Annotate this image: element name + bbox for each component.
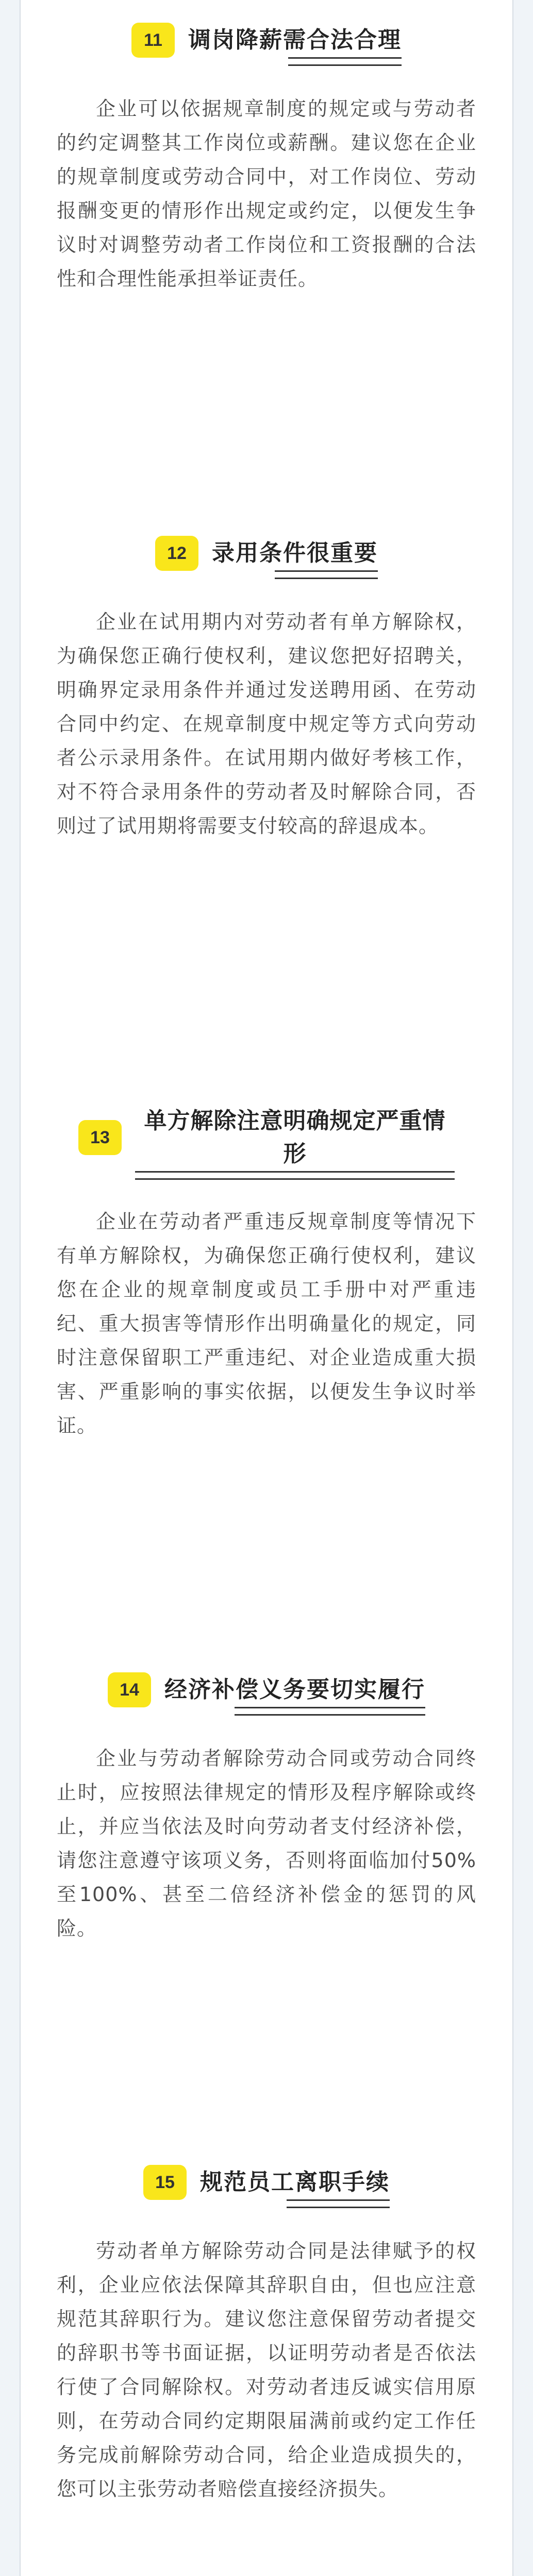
section-title: 规范员工离职手续 — [200, 2169, 390, 2195]
title-double-underline — [135, 1171, 455, 1180]
section-12 — [57, 536, 476, 862]
title-double-underline — [288, 57, 402, 66]
section-body-text: 企业与劳动者解除劳动合同或劳动合同终止时，应按照法律规定的情形及程序解除或终止，并应当依法及时向劳动者支付经济补偿，请您注意遵守该项义务，否则将面临加付50%至100%、甚至二倍经济补偿金的惩罚的风险。 — [57, 1747, 476, 1940]
title-double-underline — [275, 570, 378, 579]
section-11 — [57, 23, 476, 315]
section-13 — [57, 1105, 476, 1462]
section-number-badge: 11 — [131, 23, 175, 58]
title-double-underline — [235, 1707, 425, 1716]
section-body-text: 企业可以依据规章制度的规定或与劳动者的约定调整其工作岗位或薪酬。建议您在企业的规章制度或劳动合同中，对工作岗位、劳动报酬变更的情形作出规定或约定，以便发生争议时对调整劳动者工作岗位和工资报酬的合法性和合理性能承担举证责任。 — [57, 97, 476, 290]
section-number-badge: 12 — [155, 536, 198, 571]
left-border-panel — [0, 0, 21, 2576]
section-14 — [57, 1672, 476, 1965]
section-heading — [57, 2165, 476, 2200]
section-title: 调岗降薪需合法合理 — [188, 27, 402, 53]
section-body-text: 企业在劳动者严重违反规章制度等情况下有单方解除权，为确保您正确行使权利，建议您在企业的规章制度或员工手册中对严重违纪、重大损害等情形作出明确量化的规定，同时注意保留职工严重违纪、对企业造成重大损害、严重影响的事实依据，以便发生争议时举证。 — [57, 1210, 476, 1437]
section-15 — [57, 2165, 476, 2526]
section-title: 录用条件很重要 — [212, 540, 378, 566]
section-heading — [57, 23, 476, 58]
section-number-badge: 13 — [78, 1120, 122, 1155]
section-body-text: 劳动者单方解除劳动合同是法律赋予的权利，企业应依法保障其辞职自由，但也应注意规范其辞职行为。建议您注意保留劳动者提交的辞职书等书面证据，以证明劳动者是否依法行使了合同解除权。对劳动者违反诚实信用原则，在劳动合同约定期限届满前或约定工作任务完成前解除劳动合同，给企业造成损失的，您可以主张劳动者赔偿直接经济损失。 — [57, 2240, 476, 2500]
title-double-underline — [287, 2199, 390, 2208]
section-heading — [57, 1105, 476, 1171]
section-heading — [57, 536, 476, 571]
right-border-panel — [512, 0, 533, 2576]
section-body-text: 企业在试用期内对劳动者有单方解除权，为确保您正确行使权利，建议您把好招聘关，明确界定录用条件并通过发送聘用函、在劳动合同中约定、在规章制度中规定等方式向劳动者公示录用条件。在试用期内做好考核工作，对不符合录用条件的劳动者及时解除合同，否则过了试用期将需要支付较高的辞退成本。 — [57, 611, 476, 837]
section-number-badge: 14 — [108, 1672, 151, 1707]
section-title: 经济补偿义务要切实履行 — [164, 1676, 425, 1703]
section-heading — [57, 1672, 476, 1707]
section-number-badge: 15 — [143, 2165, 187, 2200]
section-title: 单方解除注意明确规定严重情形 — [144, 1108, 446, 1167]
